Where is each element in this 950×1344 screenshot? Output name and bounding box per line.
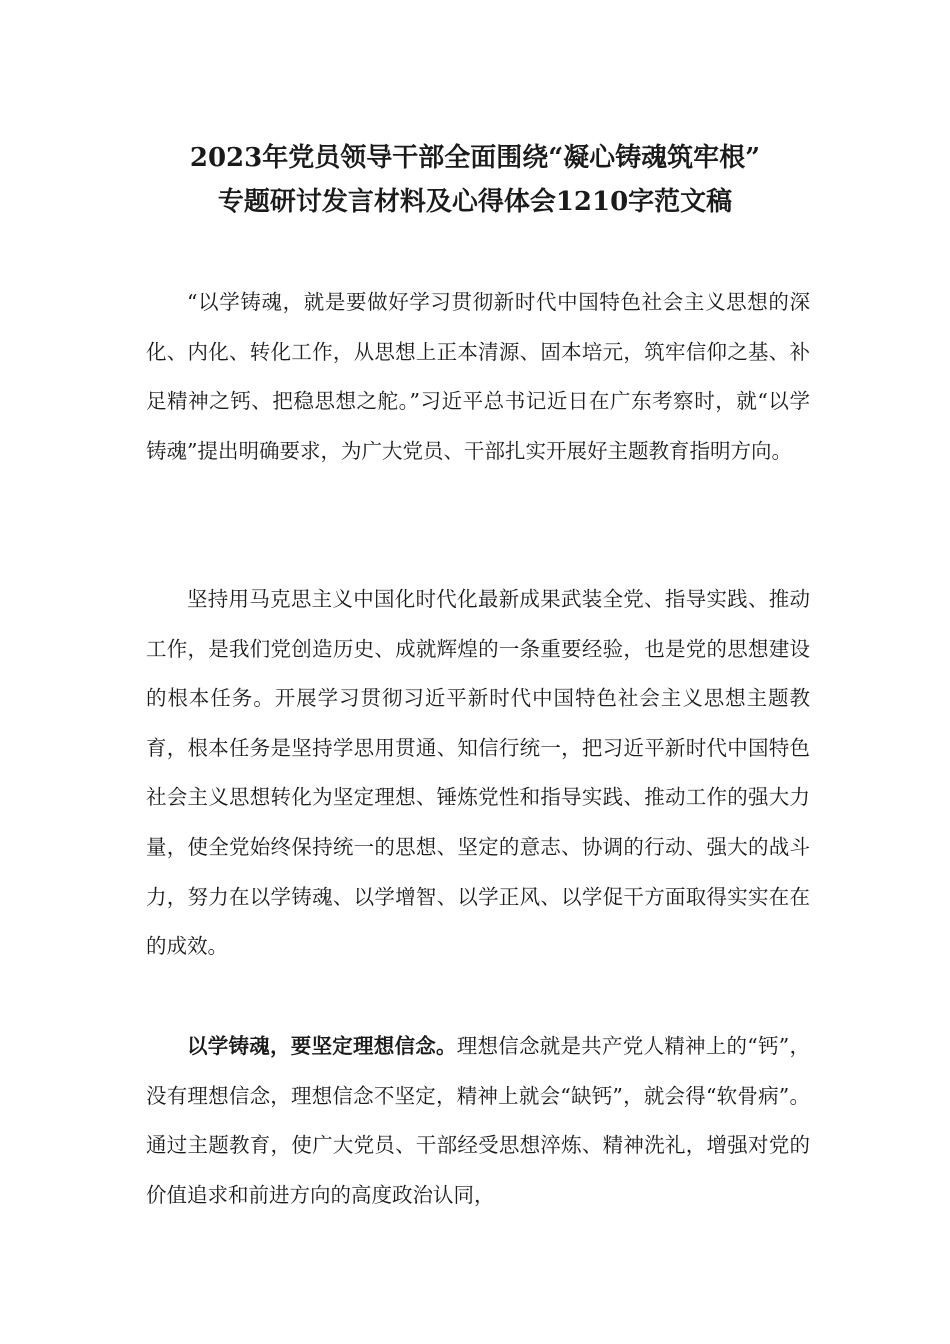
- paragraph-3-body: 理想信念就是共产党人精神上的“钙”，没有理想信念，理想信念不坚定，精神上就会“缺钙”，就会得“软骨病”。通过主题教育，使广大党员、干部经受思想淬炼、精神洗礼，增强对党的价值追求和前进方向的高度政治认同，: [146, 1034, 810, 1207]
- paragraph-3: [146, 1022, 810, 1220]
- paragraph-1: “以学铸魂，就是要做好学习贯彻新时代中国特色社会主义思想的深化、内化、转化工作，从思想上正本清源、固本培元，筑牢信仰之基、补足精神之钙、把稳思想之舵。”习近平总书记近日在广东考察时，就“以学铸魂”提出明确要求，为广大党员、干部扎实开展好主题教育指明方向。: [146, 290, 810, 463]
- paragraph-2: 坚持用马克思主义中国化时代化最新成果武装全党、指导实践、推动工作，是我们党创造历史、成就辉煌的一条重要经验，也是党的思想建设的根本任务。开展学习贯彻习近平新时代中国特色社会主义思想主题教育，根本任务是坚持学思用贯通、知信行统一，把习近平新时代中国特色社会主义思想转化为坚定理想、锤炼党性和指导实践、推动工作的强大力量，使全党始终保持统一的思想、坚定的意志、协调的行动、强大的战斗力，努力在以学铸魂、以学增智、以学正风、以学促干方面取得实实在在的成效。: [146, 587, 810, 959]
- title-line-1: 2023年党员领导干部全面围绕“凝心铸魂筑牢根”: [189, 143, 761, 173]
- title-line-2: 专题研讨发言材料及心得体会1210字范文稿: [217, 187, 733, 217]
- document-title: [100, 136, 850, 224]
- paragraph-3-lead: 以学铸魂，要坚定理想信念。: [187, 1034, 457, 1058]
